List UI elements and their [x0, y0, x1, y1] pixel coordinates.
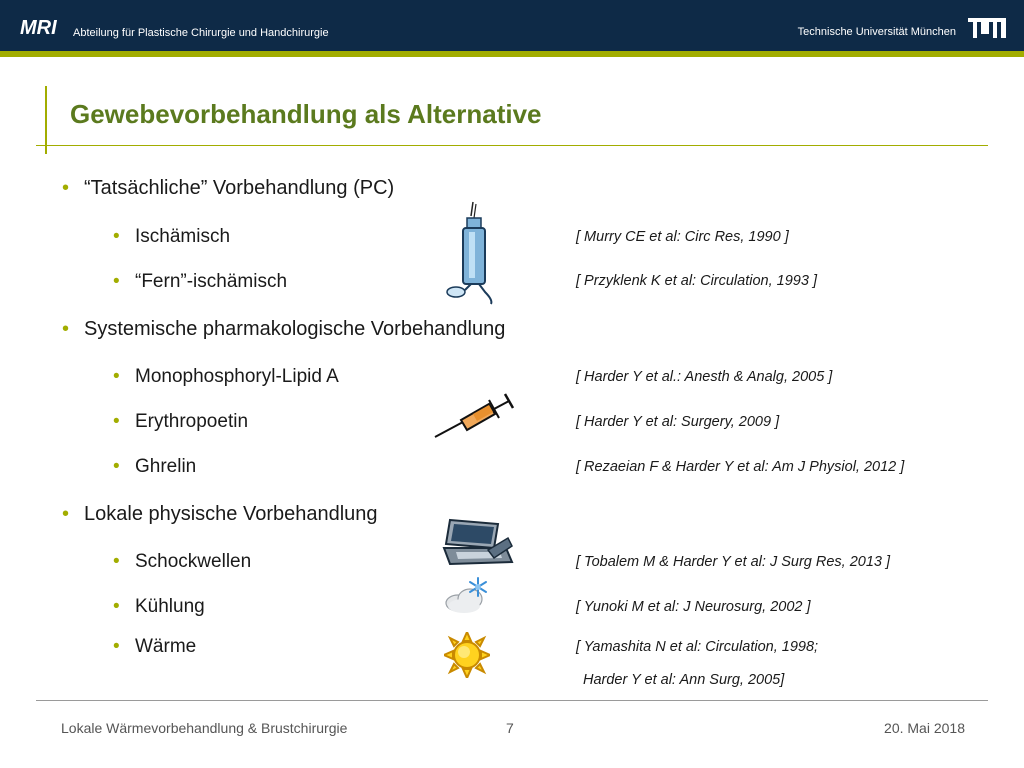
page-number: 7: [506, 720, 514, 736]
sub-bullet-item: [113, 271, 287, 293]
tum-logo-mark: [968, 18, 1006, 38]
bullet-text: Monophosphoryl-Lipid A: [135, 366, 339, 387]
sub-bullet-item: [113, 226, 230, 248]
bullet-dot: •: [113, 456, 120, 477]
bullet-item: [62, 503, 378, 526]
reference: [ Harder Y et al.: Anesth & Analg, 2005 ]: [576, 369, 833, 385]
footer-rule: [36, 700, 988, 701]
sub-bullet-item: [113, 596, 205, 618]
bullet-dot: •: [113, 551, 120, 572]
tourniquet-icon: [443, 200, 503, 306]
bullet-dot: •: [113, 226, 120, 247]
footer-presentation-title: Lokale Wärmevorbehandlung & Brustchirurgie: [61, 720, 348, 736]
bullet-dot: •: [113, 596, 120, 617]
bullet-text: Schockwellen: [135, 551, 252, 572]
bullet-dot: •: [113, 366, 120, 387]
bullet-dot: •: [62, 318, 70, 340]
slide-title: Gewebevorbehandlung als Alternative: [70, 99, 542, 129]
bullet-dot: •: [113, 271, 120, 292]
reference: [ Murry CE et al: Circ Res, 1990 ]: [576, 229, 789, 245]
sub-bullet-item: [113, 366, 339, 388]
bullet-text: Ghrelin: [135, 456, 197, 477]
sub-bullet-item: [113, 411, 248, 433]
bullet-text: “Tatsächliche” Vorbehandlung (PC): [84, 177, 395, 199]
bullet-text: Kühlung: [135, 596, 205, 617]
sub-bullet-item: [113, 636, 196, 658]
snow-cloud-icon: [444, 575, 492, 615]
bullet-dot: •: [62, 177, 70, 199]
syringe-icon: [433, 390, 517, 440]
bullet-dot: •: [113, 411, 120, 432]
bullet-text: Systemische pharmakologische Vorbehandlung: [84, 318, 506, 340]
reference: [ Yunoki M et al: J Neurosurg, 2002 ]: [576, 599, 811, 615]
tum-logo: [968, 18, 1006, 38]
bullet-item: [62, 318, 505, 341]
sub-bullet-item: [113, 551, 251, 573]
reference: [ Tobalem M & Harder Y et al: J Surg Res, 2013 ]: [576, 554, 891, 570]
reference: [ Przyklenk K et al: Circulation, 1993 ]: [576, 273, 817, 289]
footer-date: 20. Mai 2018: [884, 720, 965, 736]
header-accent-rule: [0, 51, 1024, 57]
ultrasound-device-icon: [442, 518, 514, 566]
bullet-text: Wärme: [135, 636, 197, 657]
bullet-text: Ischämisch: [135, 226, 231, 247]
sun-icon: [444, 632, 490, 678]
bullet-text: Lokale physische Vorbehandlung: [84, 503, 378, 525]
university-name: Technische Universität München: [797, 26, 956, 38]
bullet-item: [62, 177, 394, 200]
reference-continuation: Harder Y et al: Ann Surg, 2005]: [583, 672, 785, 688]
mri-logo: [20, 16, 70, 38]
bullet-dot: •: [62, 503, 70, 525]
bullet-text: Erythropoetin: [135, 411, 249, 432]
bullet-text: “Fern”-ischämisch: [135, 271, 288, 292]
reference: [ Harder Y et al: Surgery, 2009 ]: [576, 414, 780, 430]
reference: [ Yamashita N et al: Circulation, 1998;: [576, 639, 819, 655]
reference: [ Rezaeian F & Harder Y et al: Am J Physiol, 2012 ]: [576, 459, 905, 475]
title-rule: [36, 145, 988, 146]
bullet-dot: •: [113, 636, 120, 657]
mri-logo-text: MRI: [20, 17, 57, 38]
department-name: Abteilung für Plastische Chirurgie und Handchirurgie: [73, 27, 329, 39]
sub-bullet-item: [113, 456, 196, 478]
title-accent-bar: [45, 86, 47, 154]
